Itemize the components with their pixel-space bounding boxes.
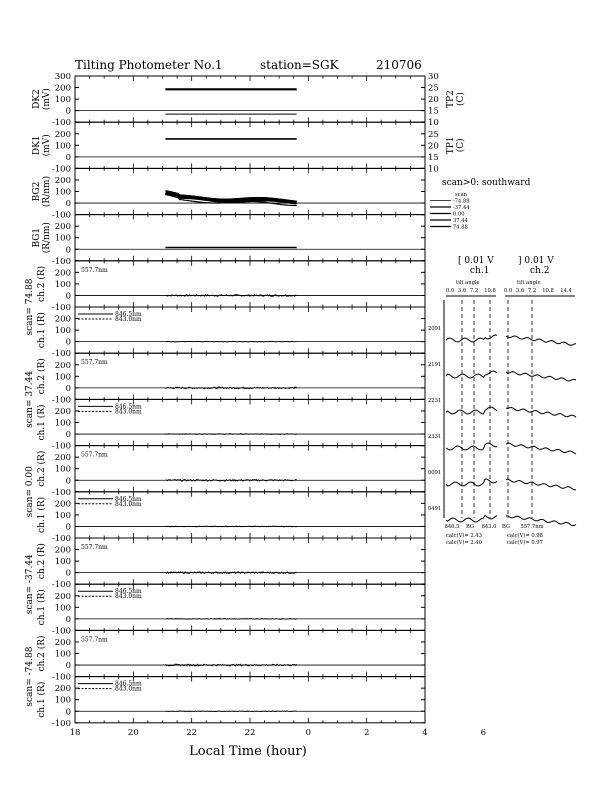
legend-entry: 843.0nm <box>115 593 142 601</box>
ch1-tilt-tick: 7.2 <box>469 288 479 294</box>
y-tick-label: 0 <box>65 522 71 533</box>
y-tick-label: 200 <box>54 83 71 94</box>
legend-entry: 843.0nm <box>115 500 142 508</box>
panel-s2c2 <box>25 353 425 428</box>
ch1-calc: calc(V)= 2.40 <box>446 540 482 546</box>
ch1-trace <box>446 443 497 450</box>
y-axis-label <box>32 176 52 207</box>
right-axis-label <box>446 136 466 154</box>
y-axis-label <box>36 404 47 440</box>
right-tick-label: 25 <box>428 83 439 94</box>
y-tick-label: 100 <box>54 187 71 198</box>
x-tick-label: 0 <box>305 727 312 738</box>
y-tick-label: 200 <box>54 314 71 325</box>
data-trace-0 <box>165 572 296 574</box>
ch1-calc: calc(V)= 2.43 <box>446 533 482 539</box>
legend-entry: 846.5nm <box>115 403 142 411</box>
right-tick-label: 30 <box>428 72 439 82</box>
ch2-scale-label: ] 0.01 V <box>518 256 554 266</box>
panel-s3c2 <box>25 446 425 518</box>
y-tick-label: -100 <box>51 718 71 729</box>
right-axis-label-line: (C) <box>456 92 466 107</box>
y-tick-label: -100 <box>51 626 71 637</box>
scan-legend-entry: -37.44 <box>453 205 470 211</box>
ch2-tilt-tick: 0.0 <box>503 288 513 294</box>
y-tick-label: 200 <box>54 637 71 648</box>
y-tick-label: -100 <box>51 580 71 591</box>
y-tick-label: 100 <box>54 141 71 152</box>
y-tick-label: -100 <box>51 441 71 452</box>
panel-frame <box>75 353 425 399</box>
ch2-tilt-tick: 7.2 <box>527 288 537 294</box>
y-tick-label: 200 <box>54 684 71 695</box>
scan-legend-entry: 74.88 <box>453 224 468 231</box>
y-tick-label: 0 <box>65 614 71 625</box>
y-tick-label: 200 <box>54 406 71 417</box>
y-tick-label: 0 <box>65 661 71 672</box>
y-tick-label: -100 <box>51 164 71 175</box>
right-tick-label: 10 <box>428 118 439 129</box>
right-axis-label-line: TP2 <box>446 90 456 108</box>
row-time-label: 2191 <box>428 362 442 368</box>
y-tick-label: 0 <box>65 337 71 348</box>
y-tick-label: 0 <box>65 476 71 487</box>
y-axis-label-line: ch.2 (R) <box>37 635 47 672</box>
y-tick-label: 100 <box>54 603 71 614</box>
ch2-tilt-label: tilt angle <box>517 280 541 286</box>
ch1-trace <box>446 371 497 378</box>
y-tick-label: 0 <box>65 245 71 256</box>
ch1-scale-label: [ 0.01 V <box>458 256 494 266</box>
x-axis-label: Local Time (hour) <box>189 744 307 759</box>
right-tick-label: 25 <box>428 129 439 140</box>
scan-group-label: scan= 74.88 <box>25 278 35 336</box>
y-axis-label-line: ch.2 (R) <box>37 265 47 302</box>
y-tick-label: 200 <box>54 222 71 233</box>
ch2-calc: calc(V)= 0.98 <box>507 533 543 539</box>
scan-group-label: scan= -37.44 <box>25 554 35 615</box>
ch1-trace <box>446 515 497 522</box>
y-axis-label-line: ch.1 (R) <box>37 404 47 441</box>
y-axis-label-line: (mV) <box>42 134 52 157</box>
panel-frame <box>75 76 425 122</box>
panel-bg1 <box>32 215 425 267</box>
ch1-tilt-tick: 0.0 <box>445 288 455 294</box>
y-tick-label: 200 <box>54 545 71 556</box>
y-axis-label-line: ch.1 (R) <box>37 496 47 533</box>
legend-entry: 846.5nm <box>115 680 142 688</box>
panel-s4c1 <box>36 584 425 636</box>
y-tick-label: -100 <box>51 349 71 360</box>
y-axis-label <box>36 358 47 394</box>
x-tick-label: 2 <box>363 727 370 738</box>
y-tick-label: 0 <box>65 152 71 163</box>
legend-entry: 843.0nm <box>115 316 142 323</box>
y-axis-label-line: (R/nm) <box>42 222 52 254</box>
y-tick-label: 100 <box>54 233 71 244</box>
panel-s1c1 <box>36 307 425 359</box>
chart-title: Tilting Photometer No.1 <box>75 58 223 72</box>
ch2-tilt-tick: 14.4 <box>560 288 572 294</box>
right-tick-label: 15 <box>428 152 439 163</box>
y-tick-label: -100 <box>51 672 71 683</box>
scan-group-label: scan= 37.44 <box>25 370 35 428</box>
y-tick-label: 200 <box>54 591 71 602</box>
row-time-label: 2331 <box>428 434 442 440</box>
ch2-tilt-tick: 3.6 <box>515 288 525 294</box>
y-axis-label-line: ch.1 (R) <box>37 589 47 626</box>
y-tick-label: 0 <box>65 199 71 210</box>
ch1-trace <box>446 407 497 414</box>
y-axis-label-line: ch.2 (R) <box>37 543 47 580</box>
ch2-trace <box>506 372 576 381</box>
station-label: station=SGK <box>260 58 339 72</box>
y-tick-label: 0 <box>65 430 71 441</box>
x-tick-label: 20 <box>127 727 139 738</box>
x-tick-label: 4 <box>422 727 428 738</box>
y-axis-label-line: BG2 <box>32 181 42 202</box>
y-axis-label-line: ch.2 (R) <box>37 358 47 395</box>
y-tick-label: -100 <box>51 210 71 221</box>
panel-bg2 <box>32 168 425 220</box>
ch1-bottom-label: 843.0 <box>481 524 497 530</box>
row-time-label: 0491 <box>428 506 442 512</box>
y-axis-label-line: BG1 <box>32 227 42 248</box>
legend-entry: 843.0nm <box>115 685 142 693</box>
scan-group-label: scan= -74.88 <box>25 646 35 707</box>
panel-s4c2 <box>25 538 425 614</box>
wavelength-note: 557.7nm <box>81 451 108 459</box>
ch1-trace <box>446 335 497 342</box>
x-tick-label: 22 <box>244 727 256 738</box>
ch1-tilt-tick: 3.6 <box>457 288 467 294</box>
y-tick-label: 200 <box>54 268 71 279</box>
scan-legend-entry: scan <box>455 192 468 198</box>
panel-s2c1 <box>36 399 425 451</box>
panel-frame <box>75 215 425 261</box>
y-tick-label: 0 <box>65 707 71 718</box>
panel-frame <box>75 630 425 676</box>
y-axis-label <box>36 543 47 579</box>
ch2-tilt-tick: 10.8 <box>542 288 554 294</box>
wavelength-note: 557.7nm <box>81 266 108 274</box>
right-tick-label: 20 <box>428 141 439 152</box>
y-axis-label-line: DK2 <box>32 89 42 109</box>
y-axis-label <box>36 497 47 533</box>
scan-legend-entry: 37.44 <box>453 218 468 224</box>
panel-s1c2 <box>25 261 425 336</box>
row-time-label: 0091 <box>428 470 442 476</box>
ch1-tilt-label: tilt angle <box>456 280 480 286</box>
right-tick-label: 10 <box>428 164 439 175</box>
y-axis-label-line: ch.2 (R) <box>37 450 47 487</box>
y-tick-label: 200 <box>54 499 71 510</box>
x-tick-label: 6 <box>480 727 487 738</box>
legend-entry: 846.5nm <box>115 588 142 596</box>
panels-group <box>25 72 466 729</box>
y-tick-label: 0 <box>65 291 71 302</box>
y-tick-label: -100 <box>51 534 71 544</box>
right-tick-label: 20 <box>428 95 439 106</box>
panel-s3c1 <box>36 492 425 544</box>
y-tick-label: 100 <box>54 418 71 429</box>
panel-s5c1 <box>36 677 425 729</box>
ch1-trace <box>446 479 497 486</box>
y-axis-label-line: (R/nm) <box>42 175 52 208</box>
date-label: 210706 <box>376 58 422 72</box>
ch2-trace <box>506 443 576 454</box>
y-tick-label: -100 <box>51 118 71 129</box>
y-tick-label: 200 <box>54 175 71 186</box>
y-axis-label-line: ch.1 (R) <box>37 312 47 349</box>
ch1-bottom-label: BG <box>465 524 475 530</box>
y-tick-label: 200 <box>54 129 71 140</box>
right-axis-label-line: TP1 <box>446 136 456 155</box>
side-panel <box>428 178 576 546</box>
y-tick-label: 0 <box>65 568 71 579</box>
panel-frame <box>75 122 425 168</box>
y-tick-label: 100 <box>54 695 71 706</box>
y-tick-label: 200 <box>54 453 71 464</box>
y-axis-label-line: ch.1 (R) <box>37 681 47 718</box>
legend-entry: 846.5nm <box>115 495 142 503</box>
ch2-label: ch.2 <box>530 266 550 276</box>
wavelength-note: 557.7nm <box>81 544 108 551</box>
y-axis-label <box>36 635 47 671</box>
right-axis-label <box>446 90 466 108</box>
y-tick-label: 100 <box>54 557 71 568</box>
y-axis-label <box>36 589 47 625</box>
row-time-label: 2231 <box>428 398 442 404</box>
scan-direction-note: scan>0: southward <box>442 178 531 188</box>
ch1-tilt-tick: 10.8 <box>484 288 496 294</box>
ch2-trace <box>506 479 576 490</box>
scan-legend-entry: 0.00 <box>453 211 465 218</box>
x-tick-label: 22 <box>186 727 198 738</box>
ch2-bottom-label: 557.7nm <box>520 524 544 530</box>
y-tick-label: -100 <box>51 395 71 406</box>
y-axis-label <box>32 88 52 110</box>
panel-frame <box>75 446 425 492</box>
y-axis-label <box>32 222 52 253</box>
y-tick-label: 100 <box>54 510 71 521</box>
y-axis-label <box>36 451 47 487</box>
y-tick-label: 0 <box>65 106 71 117</box>
y-axis-label-line: DK1 <box>32 135 42 156</box>
y-tick-label: 100 <box>54 326 71 337</box>
y-tick-label: -100 <box>51 303 71 313</box>
y-axis-label-line: (mV) <box>42 88 52 111</box>
ch2-calc: calc(V)= 0.97 <box>507 540 543 546</box>
background-trace-1 <box>165 193 296 202</box>
y-tick-label: 300 <box>54 72 71 82</box>
y-tick-label: 200 <box>54 360 71 371</box>
y-axis-label <box>36 312 47 348</box>
y-axis-label <box>32 134 52 156</box>
x-tick-label: 18 <box>69 727 81 738</box>
y-tick-label: 100 <box>54 464 71 475</box>
y-axis-label <box>36 266 47 302</box>
panel-frame <box>75 168 425 214</box>
ch1-bottom-label: 846.5 <box>444 524 460 530</box>
y-tick-label: -100 <box>51 487 71 498</box>
panel-dk1 <box>32 122 466 174</box>
panel-frame <box>75 538 425 584</box>
y-tick-label: 100 <box>54 279 71 290</box>
y-tick-label: -100 <box>51 256 71 267</box>
panel-s5c2 <box>25 630 425 706</box>
ch1-label: ch.1 <box>470 266 490 276</box>
ch2-trace <box>506 408 576 418</box>
ch1-bottom-label: BG <box>501 524 511 530</box>
y-axis-label <box>36 682 47 718</box>
panel-frame <box>75 261 425 307</box>
ch2-trace <box>506 336 576 345</box>
y-tick-label: 100 <box>54 649 71 660</box>
x-axis <box>70 728 486 738</box>
right-tick-label: 15 <box>428 106 439 117</box>
y-tick-label: 100 <box>54 95 71 106</box>
scan-legend-entry: -74.88 <box>453 198 470 205</box>
wavelength-note: 557.7nm <box>81 636 108 644</box>
y-tick-label: 100 <box>54 372 71 383</box>
scan-group-label: scan= 0.00 <box>25 466 35 518</box>
legend-entry: 843.0nm <box>115 408 142 416</box>
y-tick-label: 0 <box>65 383 71 394</box>
row-time-label: 2091 <box>428 326 442 332</box>
right-axis-label-line: (C) <box>456 138 466 153</box>
legend-entry: 846.5nm <box>115 311 142 318</box>
panel-dk2 <box>32 72 466 128</box>
wavelength-note: 557.7nm <box>81 359 108 367</box>
